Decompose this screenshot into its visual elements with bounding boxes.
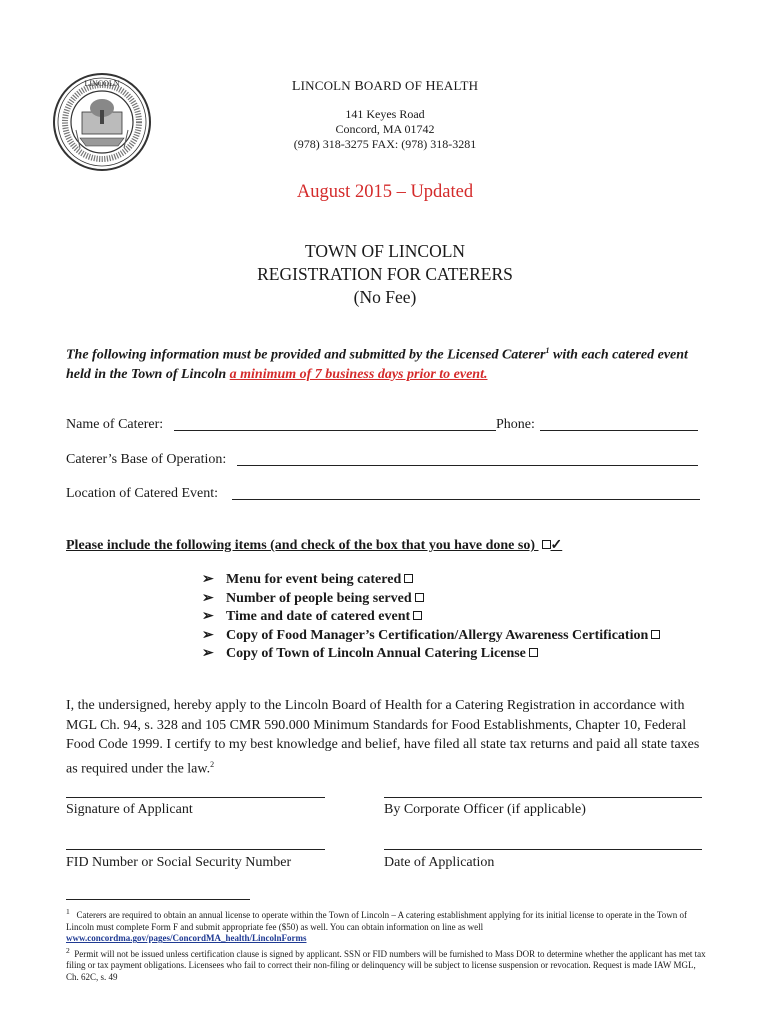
signature-field[interactable] xyxy=(66,797,325,798)
forms-link[interactable]: www.concordma.gov/pages/ConcordMA_health/LincolnForms xyxy=(66,933,307,944)
checklist-item: ➢ Time and date of catered event xyxy=(202,608,660,627)
checklist-item: ➢ Menu for event being catered xyxy=(202,571,660,590)
corporate-officer-field[interactable] xyxy=(384,797,702,798)
base-of-operation-label: Caterer’s Base of Operation: xyxy=(66,452,227,467)
arrow-bullet-icon: ➢ xyxy=(202,590,214,606)
footnote-ref-2: 2 xyxy=(210,759,215,769)
people-count-checkbox[interactable] xyxy=(415,593,424,602)
arrow-bullet-icon: ➢ xyxy=(202,572,214,587)
application-date-field[interactable] xyxy=(384,849,702,850)
address-street: 141 Keyes Road xyxy=(345,107,425,121)
license-checkbox[interactable] xyxy=(529,648,538,657)
event-location-field[interactable] xyxy=(232,499,700,500)
caterer-name-label: Name of Caterer: xyxy=(66,417,164,432)
corporate-officer-label: By Corporate Officer (if applicable) xyxy=(384,802,586,817)
footnote-ref-1: 1 xyxy=(545,346,550,355)
checklist-item: ➢ Number of people being served xyxy=(202,590,660,609)
application-date-label: Date of Application xyxy=(384,855,495,870)
checklist-heading: Please include the following items (and check of the box that you have done so) ✓ xyxy=(66,538,563,553)
caterer-name-field[interactable] xyxy=(174,430,496,431)
address-city: Concord, MA 01742 xyxy=(335,122,435,136)
intro-paragraph: The following information must be provided and submitted by the Licensed Caterer$^1$ with each catered event held in the Town of Lincoln a minimum of 7 business days prior to event. xyxy=(66,346,688,382)
arrow-bullet-icon: ➢ xyxy=(202,627,214,643)
fid-ssn-field[interactable] xyxy=(66,849,325,850)
updated-notice: August 2015 – Updated xyxy=(296,182,474,202)
declaration-paragraph: I, the undersigned, hereby apply to the Lincoln Board of Health for a Catering Registration in accordance with MGL Ch. 94, s. 328 and 105 CMR 590.000 Minimum Standards for Food Establishments, Chapter 10, Federal Food Code 1999. I certify to my best knowledge and belief, have filed all state tax returns and paid all state taxes as required under the law.$^2$ xyxy=(66,698,700,777)
checklist-item: ➢ Copy of Town of Lincoln Annual Catering License xyxy=(202,645,660,664)
title-registration: REGISTRATION FOR CATERERS xyxy=(257,264,513,284)
signature-label: Signature of Applicant xyxy=(66,802,193,817)
seal-text: LINCOLN xyxy=(84,79,120,88)
arrow-bullet-icon: ➢ xyxy=(202,646,214,661)
deadline-notice: a minimum of 7 business days prior to event. xyxy=(229,366,488,382)
title-fee: (No Fee) xyxy=(353,287,417,307)
phone-field[interactable] xyxy=(540,430,698,431)
certification-checkbox[interactable] xyxy=(651,630,660,639)
footnotes xyxy=(66,906,706,984)
footnote-1: $^1$ Caterers are required to obtain an annual license to operate within the Town of Lincoln – A catering establishment applying for its initial license to operate in the Town of Lincoln must complete Form F and submit appropriate fee ($50) as well. You can obtain information on line as well www.concordma.gov/pages/ConcordMA_health/LincolnForms xyxy=(66,907,687,944)
base-of-operation-field[interactable] xyxy=(237,465,698,466)
arrow-bullet-icon: ➢ xyxy=(202,609,214,624)
footnote-divider xyxy=(66,899,250,900)
time-date-checkbox[interactable] xyxy=(413,611,422,620)
fid-ssn-label: FID Number or Social Security Number xyxy=(66,855,292,870)
checkmark-icon: ✓ xyxy=(550,538,563,553)
event-location-label: Location of Catered Event: xyxy=(66,486,218,501)
checklist-item: ➢ Copy of Food Manager’s Certification/Allergy Awareness Certification xyxy=(202,627,660,646)
menu-checkbox[interactable] xyxy=(404,574,413,583)
checklist xyxy=(202,571,660,664)
footnote-2: $^2$ Permit will not be issued unless certification clause is signed by applicant. SSN or FID numbers will be furnished to Mass DOR to determine whether the applicant has met tax filing or tax payment obligations. Licensees who fail to correct their non-filing or delinquency will be subject to license suspension or revocation. Request is made IAW MGL, Ch. 62C, s. 49 xyxy=(66,945,706,982)
title-town: TOWN OF LINCOLN xyxy=(304,241,466,261)
heading-checkbox-icon xyxy=(542,540,551,549)
board-name: LINCOLN BOARD OF HEALTH xyxy=(291,78,479,94)
phone-label: Phone: xyxy=(496,417,535,432)
phone-fax: (978) 318-3275 FAX: (978) 318-3281 xyxy=(293,137,477,151)
